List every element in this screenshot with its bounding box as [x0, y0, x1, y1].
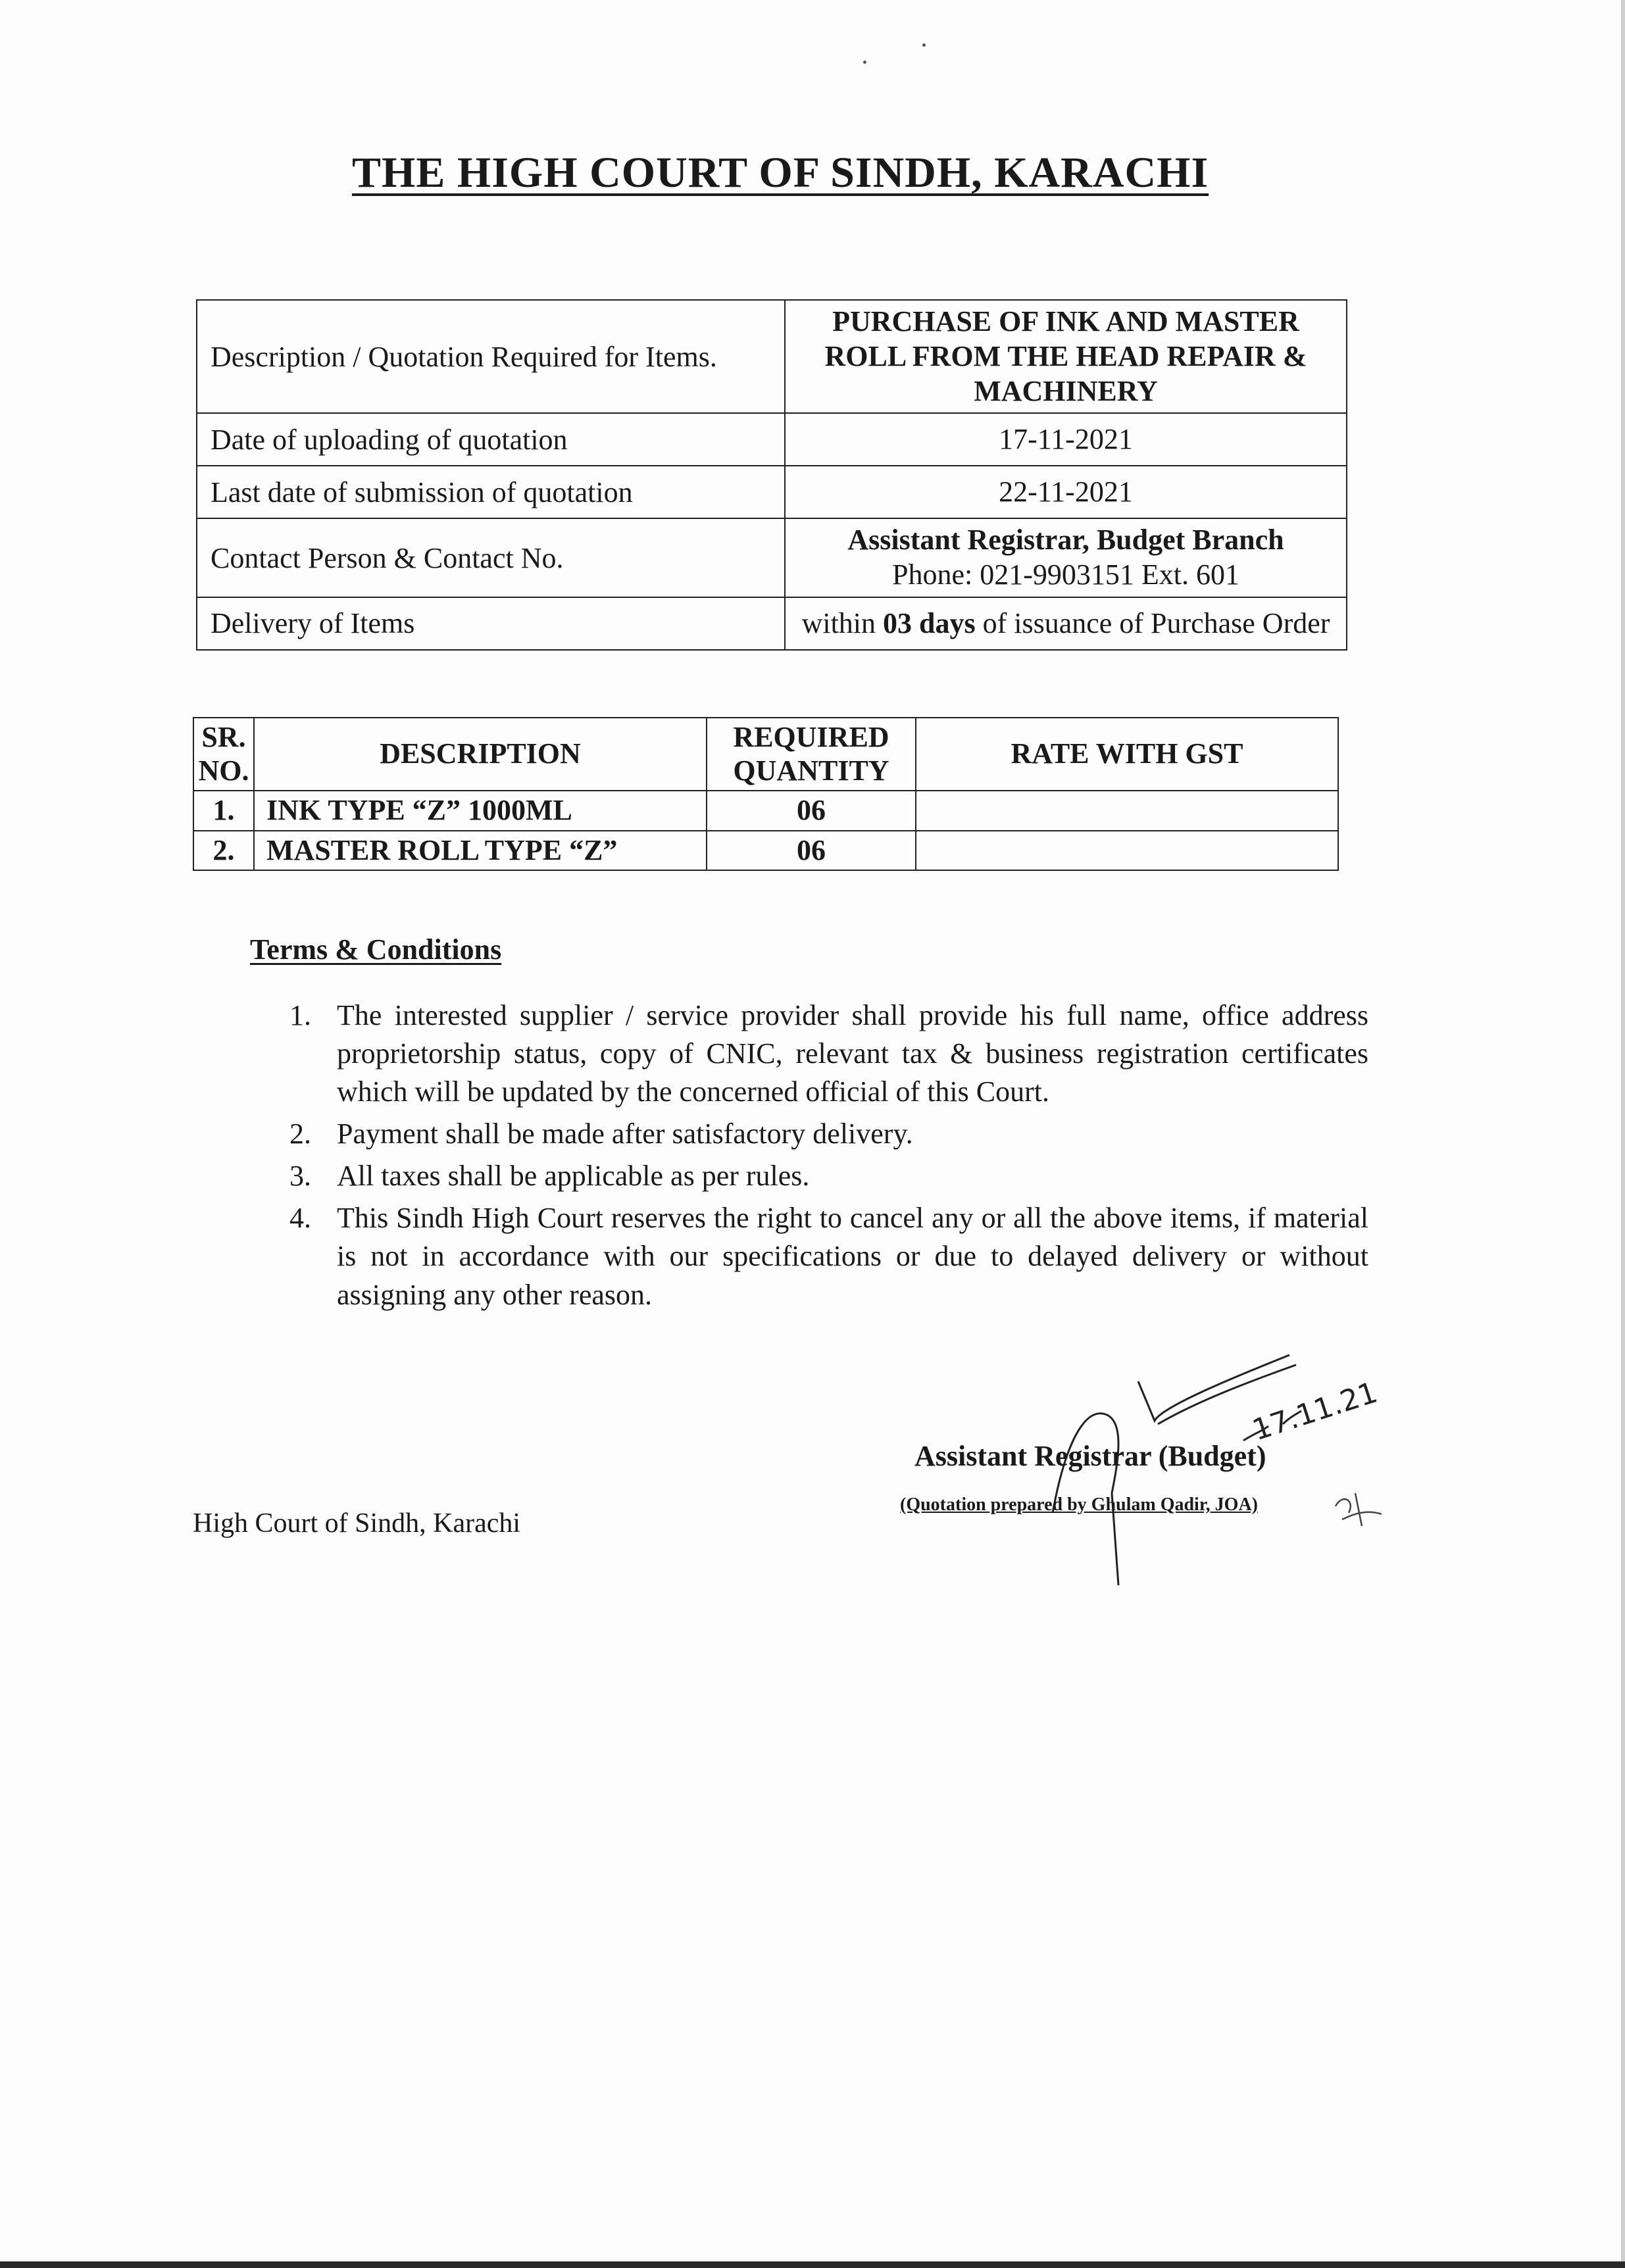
delivery-label: Delivery of Items — [197, 597, 785, 650]
row-description: MASTER ROLL TYPE “Z” — [254, 831, 707, 871]
header-rate: RATE WITH GST — [916, 718, 1338, 791]
prepared-by: (Quotation prepared by Ghulam Qadir, JOA) — [900, 1494, 1259, 1515]
contact-label: Contact Person & Contact No. — [197, 518, 785, 597]
list-item — [289, 1157, 1368, 1195]
table-row — [197, 518, 1347, 597]
term-number: 2. — [289, 1118, 311, 1150]
delivery-days: 03 days — [883, 606, 976, 639]
term-text: This Sindh High Court reserves the right to cancel any or all the above items, if material is not in accordance with our specifications or due to delayed delivery or without assigning any other reason. — [337, 1202, 1368, 1311]
table-header-row — [193, 718, 1338, 791]
description-value: PURCHASE OF INK AND MASTER ROLL FROM THE HEAD REPAIR & MACHINERY — [785, 300, 1347, 413]
terms-heading: Terms & Conditions — [250, 933, 502, 966]
contact-value — [785, 518, 1347, 597]
row-sr: 2. — [193, 831, 254, 871]
table-row — [197, 466, 1347, 518]
page-edge — [1621, 0, 1625, 2268]
row-quantity: 06 — [707, 791, 916, 831]
header-quantity: REQUIRED QUANTITY — [707, 718, 916, 791]
scan-speck — [863, 61, 866, 64]
document-title: THE HIGH COURT OF SINDH, KARACHI — [352, 149, 1209, 197]
term-number: 4. — [289, 1202, 311, 1235]
list-item — [289, 1199, 1368, 1314]
row-rate — [916, 831, 1338, 871]
upload-date-label: Date of uploading of quotation — [197, 413, 785, 466]
items-table — [193, 717, 1339, 871]
term-text: The interested supplier / service provider shall provide his full name, office address proprietorship status, copy of CNIC, relevant tax & business registration certificates which will be updated by the concerned official of this Court. — [337, 999, 1368, 1108]
handwritten-date: 17.11.21 — [1248, 1375, 1382, 1448]
table-row — [197, 597, 1347, 650]
last-date-value: 22-11-2021 — [785, 466, 1347, 518]
table-row — [197, 300, 1347, 413]
list-item — [289, 1115, 1368, 1153]
term-text: All taxes shall be applicable as per rules. — [337, 1160, 810, 1193]
delivery-suffix: of issuance of Purchase Order — [982, 606, 1330, 639]
footer-location: High Court of Sindh, Karachi — [193, 1508, 521, 1539]
header-description: DESCRIPTION — [254, 718, 707, 791]
scan-speck — [922, 43, 926, 47]
page-bottom-edge — [0, 2261, 1625, 2268]
row-sr: 1. — [193, 791, 254, 831]
contact-person: Assistant Registrar, Budget Branch — [847, 524, 1284, 556]
row-quantity: 06 — [707, 831, 916, 871]
description-label: Description / Quotation Required for Items. — [197, 300, 785, 413]
term-number: 3. — [289, 1160, 311, 1193]
table-row — [193, 831, 1338, 871]
row-description: INK TYPE “Z” 1000ML — [254, 791, 707, 831]
term-text: Payment shall be made after satisfactory delivery. — [337, 1118, 913, 1150]
header-sr-no: SR. NO. — [193, 718, 254, 791]
table-row — [193, 791, 1338, 831]
delivery-value — [785, 597, 1347, 650]
contact-phone: Phone: 021-9903151 Ext. 601 — [892, 558, 1239, 591]
list-item — [289, 997, 1368, 1111]
term-number: 1. — [289, 999, 311, 1031]
signatory-title: Assistant Registrar (Budget) — [914, 1440, 1266, 1472]
table-row — [197, 413, 1347, 466]
last-date-label: Last date of submission of quotation — [197, 466, 785, 518]
delivery-prefix: within — [801, 606, 876, 639]
row-rate — [916, 791, 1338, 831]
upload-date-value: 17-11-2021 — [785, 413, 1347, 466]
terms-list — [289, 997, 1368, 1318]
quotation-info-table — [196, 299, 1347, 651]
